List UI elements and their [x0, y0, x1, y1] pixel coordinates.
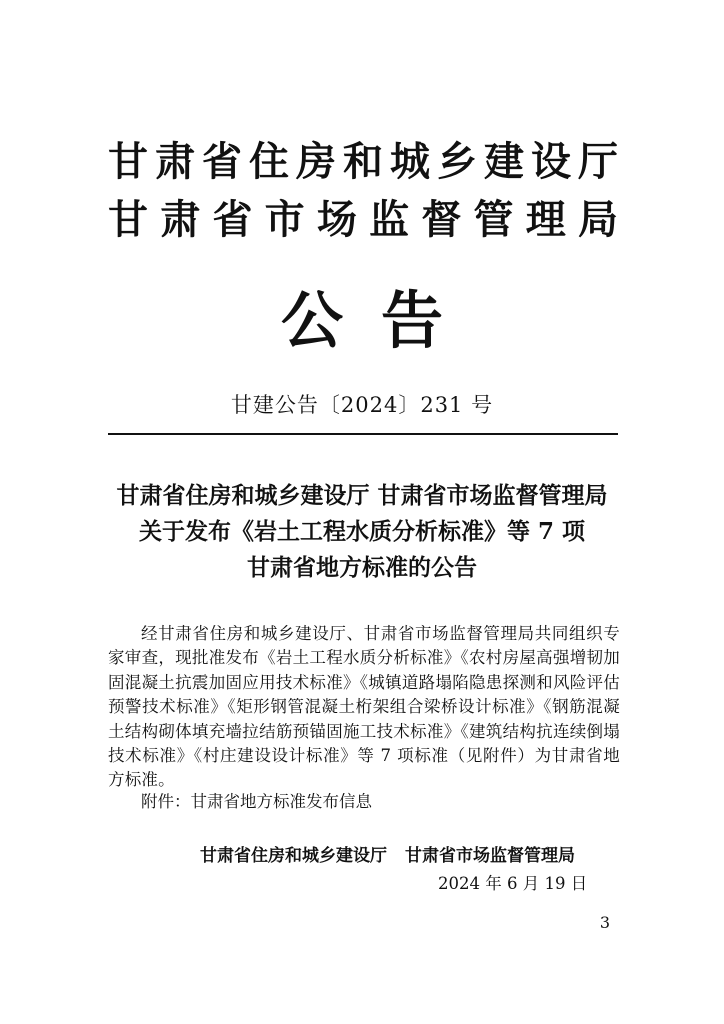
notice-title-line-2: 关于发布《岩土工程水质分析标准》等 7 项 [138, 518, 586, 545]
issuer-char: 乡 [437, 138, 477, 185]
issuer-char: 省 [202, 138, 242, 185]
signature-issuer-2: 甘肃省市场监督管理局 [405, 846, 575, 866]
signature-issuer-1: 甘肃省住房和城乡建设厅 [200, 846, 387, 866]
issuer-char: 督 [421, 196, 462, 243]
issuer-char: 监 [369, 196, 410, 243]
body-paragraph: 经甘肃省住房和城乡建设厅、甘肃省市场监督管理局共同组织专家审查，现批准发布《岩土工程水质分析标准》《农村房屋高强增韧加固混凝土抗震加固应用技术标准》《城镇道路塌陷隐患探测和风险评估预警技术标准》《矩形钢管混凝土桁架组合梁桥设计标准》《钢筋混凝土结构砌体填充墙拉结筋预锚固施工技术标准》《建筑结构抗连续倒塌技术标准》《村庄建设设计标准》等 7 项标准（见附件）为甘肃省地方标准。 [108, 624, 620, 790]
issuer-char: 甘 [108, 196, 148, 243]
issuer-char: 住 [249, 138, 289, 185]
issuer-char: 设 [531, 138, 571, 185]
issuer-title-2 [108, 196, 618, 244]
signature-block [200, 844, 600, 868]
notice-title-line-3: 甘肃省地方标准的公告 [247, 554, 477, 581]
issuer-char: 管 [473, 196, 514, 243]
header-divider [108, 433, 618, 435]
issuer-char: 甘 [108, 138, 148, 185]
document-number: 甘建公告〔2024〕231 号 [230, 393, 494, 417]
issuer-title-1 [108, 138, 618, 186]
issuer-char: 和 [343, 138, 383, 185]
notice-title [0, 478, 724, 586]
issuer-char: 场 [316, 196, 357, 243]
issuer-char: 厅 [578, 138, 618, 185]
issuer-char: 理 [525, 196, 566, 243]
issuer-char: 市 [264, 196, 305, 243]
page-number: 3 [599, 913, 610, 932]
signature-date: 2024 年 6 月 19 日 [438, 874, 588, 893]
notice-title-line-1: 甘肃省住房和城乡建设厅 甘肃省市场监督管理局 [116, 482, 608, 509]
attachment-line: 附件：甘肃省地方标准发布信息 [141, 792, 372, 811]
issuer-char: 肃 [155, 138, 195, 185]
issuer-char: 肃 [160, 196, 201, 243]
issuer-char: 局 [577, 196, 618, 243]
issuer-char: 建 [484, 138, 524, 185]
document-type-title: 公告 [280, 284, 481, 357]
issuer-char: 省 [212, 196, 253, 243]
issuer-char: 城 [390, 138, 430, 185]
issuer-char: 房 [296, 138, 336, 185]
